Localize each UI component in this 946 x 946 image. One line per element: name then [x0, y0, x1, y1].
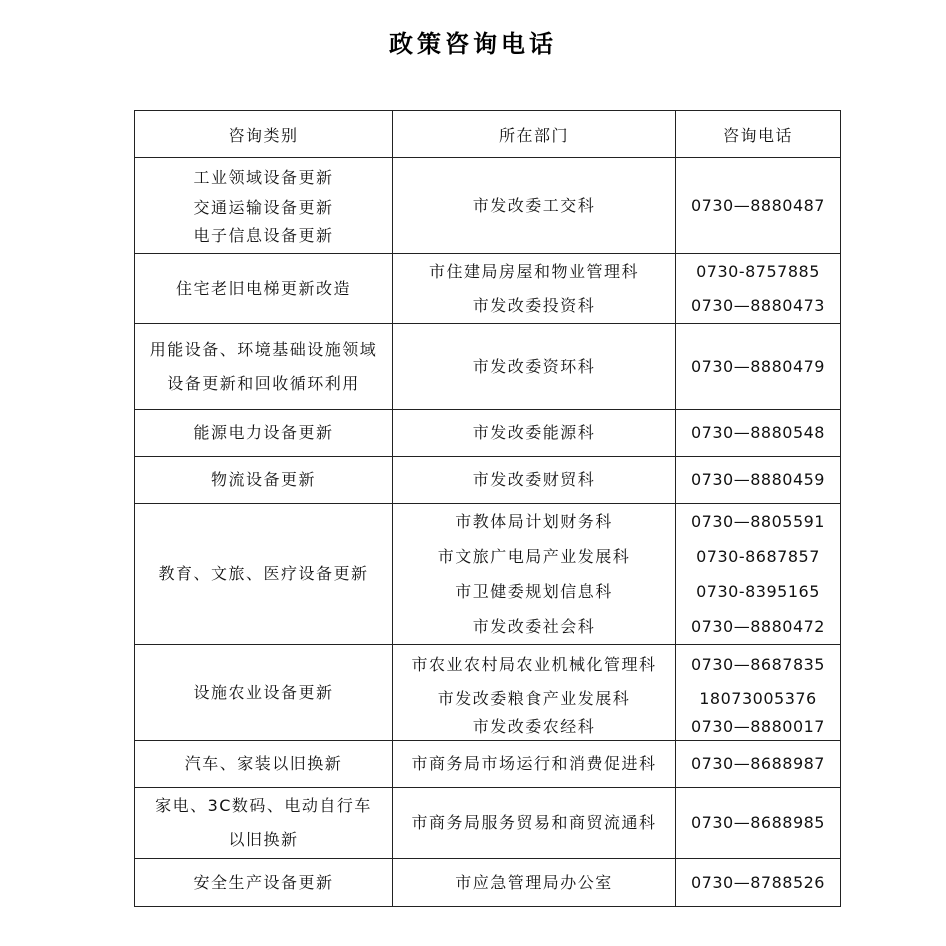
phone-cell: [676, 457, 841, 504]
category-cell: [135, 788, 393, 859]
category-line: 教育、文旅、医疗设备更新: [158, 564, 369, 584]
phone-number: 0730-8757885: [696, 261, 820, 281]
phone-number: 0730—8880548: [691, 423, 825, 443]
department-line: 市住建局房屋和物业管理科: [428, 261, 639, 281]
phone-number: 0730-8687857: [696, 547, 820, 566]
department-line: 市教体局计划财务科: [455, 512, 613, 531]
phone-cell: [676, 859, 841, 907]
phone-number: 0730—8880473: [691, 295, 825, 315]
department-cell: [393, 859, 676, 907]
category-cell: [135, 324, 393, 410]
header-department: 所在部门: [393, 111, 676, 158]
table-row: [135, 254, 841, 324]
phone-cell: [676, 645, 841, 741]
phone-number: 0730—8788526: [691, 872, 825, 892]
department-line: 市发改委农经科: [472, 716, 596, 736]
category-line: 设备更新和回收循环利用: [167, 373, 360, 393]
table-row: [135, 324, 841, 410]
header-phone: 咨询电话: [676, 111, 841, 158]
table-row: [135, 859, 841, 907]
department-line: 市文旅广电局产业发展科: [437, 547, 631, 566]
department-line: 市发改委财贸科: [472, 470, 596, 490]
department-cell: [393, 158, 676, 254]
department-cell: [393, 254, 676, 324]
phone-number: 0730—8880479: [691, 356, 825, 376]
policy-phone-table: [134, 110, 841, 907]
phone-number: 0730—8880472: [691, 617, 825, 636]
department-line: 市发改委能源科: [472, 423, 596, 443]
department-cell: [393, 504, 676, 645]
department-cell: [393, 324, 676, 410]
department-line: 市商务局服务贸易和商贸流通科: [411, 813, 657, 833]
category-cell: [135, 741, 393, 788]
category-line: 设施农业设备更新: [193, 682, 334, 702]
category-line: 电子信息设备更新: [193, 225, 334, 245]
phone-cell: [676, 788, 841, 859]
category-line: 安全生产设备更新: [193, 872, 334, 892]
category-line: 用能设备、环境基础设施领域: [149, 339, 378, 359]
category-cell: [135, 859, 393, 907]
phone-cell: [676, 254, 841, 324]
phone-number: 0730-8395165: [696, 582, 820, 601]
phone-number: 0730—8880017: [691, 716, 825, 736]
phone-cell: [676, 158, 841, 254]
phone-number: 0730—8805591: [691, 512, 825, 531]
table-row: [135, 410, 841, 457]
category-line: 以旧换新: [228, 830, 299, 849]
category-line: 能源电力设备更新: [193, 423, 334, 443]
department-cell: [393, 741, 676, 788]
department-line: 市发改委粮食产业发展科: [437, 688, 631, 708]
department-cell: [393, 645, 676, 741]
category-cell: [135, 254, 393, 324]
table-row: [135, 504, 841, 645]
category-line: 工业领域设备更新: [193, 167, 334, 187]
table-header-row: [135, 111, 841, 158]
phone-number: 0730—8880459: [691, 470, 825, 490]
department-line: 市卫健委规划信息科: [455, 582, 613, 601]
department-line: 市发改委社会科: [472, 617, 596, 636]
category-line: 住宅老旧电梯更新改造: [175, 278, 351, 298]
table-row: [135, 741, 841, 788]
department-cell: [393, 457, 676, 504]
category-line: 汽车、家装以旧换新: [184, 754, 343, 774]
header-category: 咨询类别: [135, 111, 393, 158]
category-cell: [135, 158, 393, 254]
phone-cell: [676, 741, 841, 788]
table-row: [135, 457, 841, 504]
phone-cell: [676, 410, 841, 457]
department-line: 市商务局市场运行和消费促进科: [411, 754, 657, 774]
table-row: [135, 645, 841, 741]
page-title: 政策咨询电话: [389, 29, 557, 58]
category-cell: [135, 457, 393, 504]
department-line: 市发改委工交科: [472, 195, 596, 215]
table-row: [135, 788, 841, 859]
department-cell: [393, 410, 676, 457]
category-line: 交通运输设备更新: [193, 197, 334, 217]
phone-cell: [676, 504, 841, 645]
department-line: 市农业农村局农业机械化管理科: [411, 654, 657, 674]
category-cell: [135, 410, 393, 457]
phone-number: 18073005376: [699, 688, 817, 708]
category-cell: [135, 645, 393, 741]
department-line: 市发改委资环科: [472, 356, 596, 376]
category-line: 物流设备更新: [210, 470, 316, 490]
department-line: 市发改委投资科: [472, 295, 596, 315]
category-line: 家电、3C数码、电动自行车: [155, 796, 372, 815]
phone-number: 0730—8688987: [691, 754, 825, 774]
phone-number: 0730—8880487: [691, 195, 825, 215]
department-cell: [393, 788, 676, 859]
category-cell: [135, 504, 393, 645]
table-row: [135, 158, 841, 254]
phone-cell: [676, 324, 841, 410]
department-line: 市应急管理局办公室: [455, 872, 613, 892]
phone-number: 0730—8688985: [691, 813, 825, 833]
phone-number: 0730—8687835: [691, 654, 825, 674]
